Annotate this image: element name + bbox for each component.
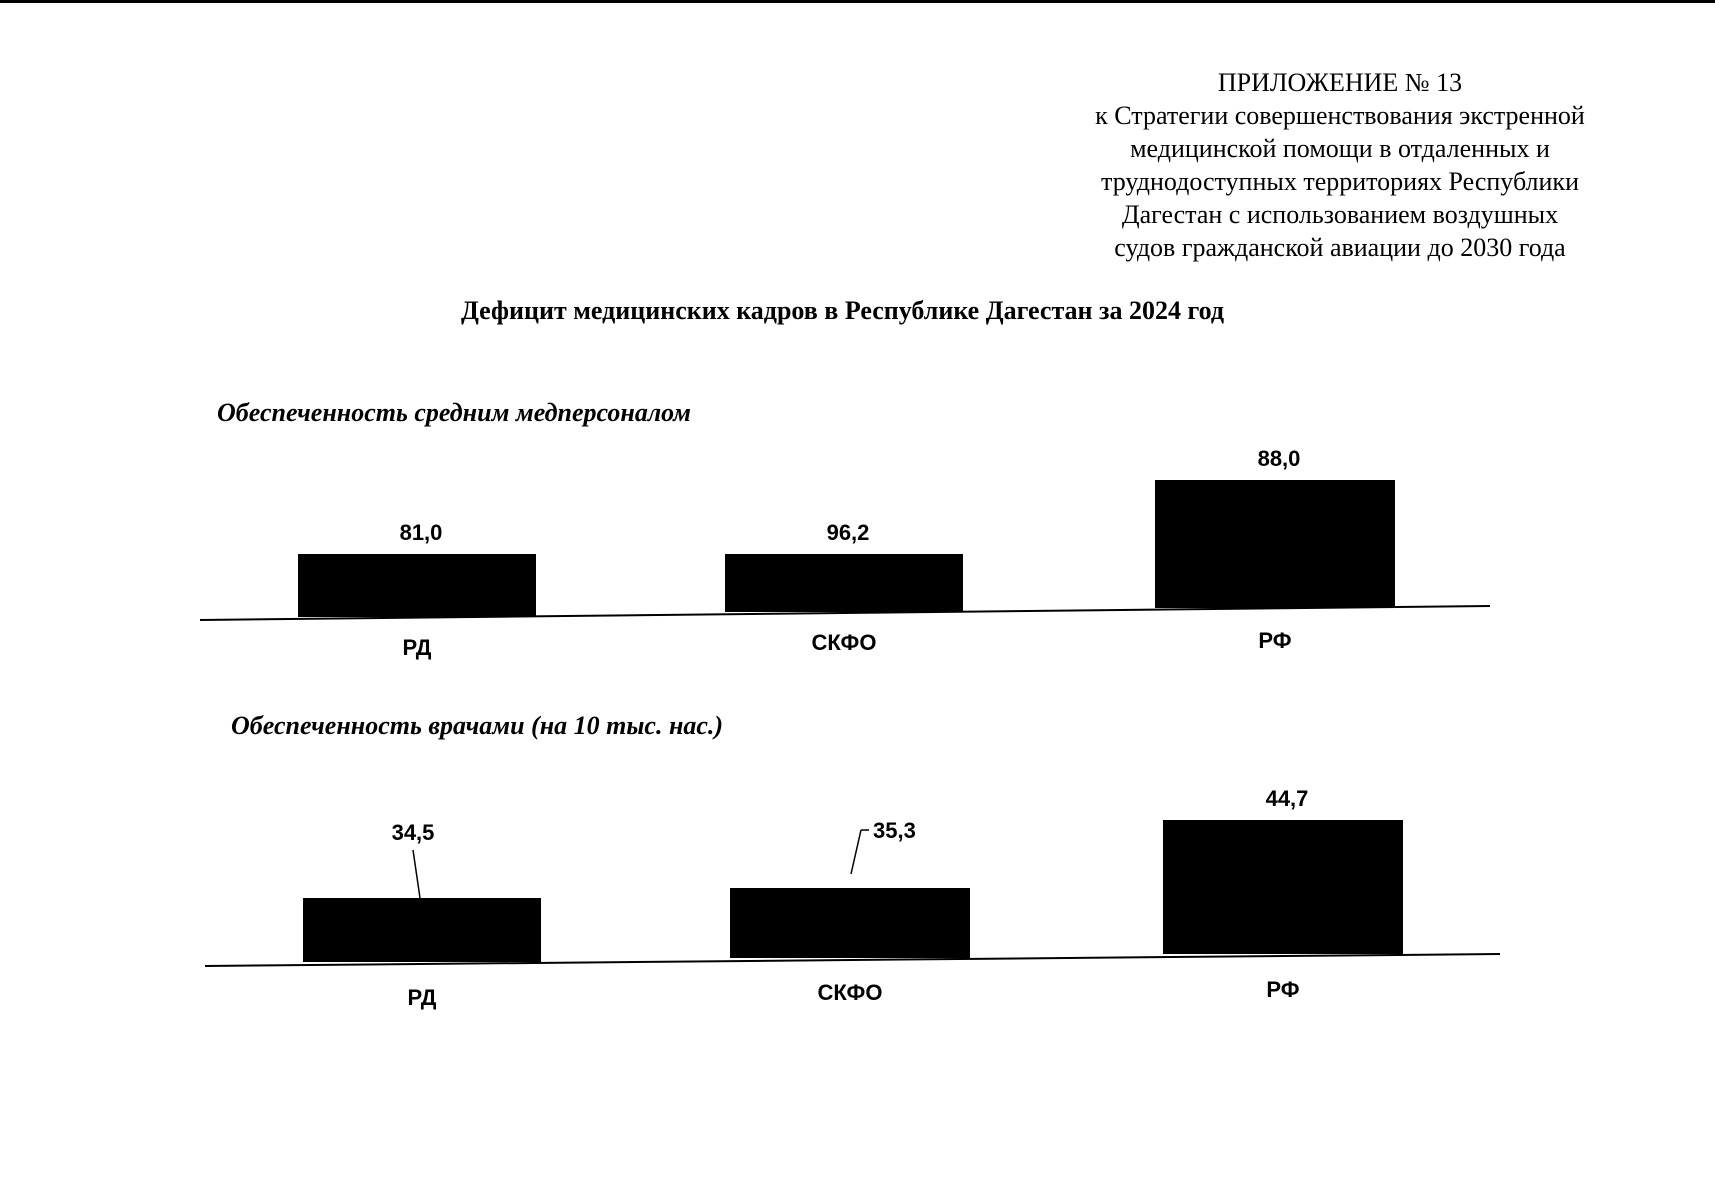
appendix-line: труднодоступных территориях Республики — [1101, 167, 1579, 196]
category-label: РФ — [1266, 977, 1300, 1002]
bar — [1163, 820, 1403, 954]
chart-doctors — [0, 760, 1715, 1030]
bar-value-label: 35,3 — [873, 818, 916, 843]
bar-value-label: 88,0 — [1257, 446, 1301, 471]
category-label: РД — [402, 635, 432, 660]
appendix-line: судов гражданской авиации до 2030 года — [1114, 233, 1566, 262]
category-label: СКФО — [817, 980, 883, 1005]
appendix-line: Дагестан с использованием воздушных — [1121, 200, 1559, 229]
appendix-line: к Стратегии совершенствования экстренной — [1095, 101, 1585, 130]
bar — [1155, 480, 1395, 608]
bar-value-label: 96,2 — [826, 520, 870, 545]
bar — [303, 898, 541, 962]
document-title: Дефицит медицинских кадров в Республике Дагестан за 2024 год — [460, 296, 1225, 325]
appendix-header — [1040, 66, 1640, 264]
category-label: СКФО — [811, 630, 877, 655]
category-label: РД — [407, 985, 437, 1010]
chart-nursing-staff — [0, 420, 1715, 680]
appendix-line: медицинской помощи в отдаленных и — [1130, 134, 1550, 163]
bar-value-label: 34,5 — [391, 820, 435, 845]
chart-1-title: Обеспеченность средним медперсоналом — [217, 398, 691, 427]
top-border — [0, 0, 1715, 3]
appendix-heading: ПРИЛОЖЕНИЕ № 13 — [1217, 68, 1463, 97]
bar — [730, 888, 970, 958]
label-leader-line — [413, 850, 420, 898]
bar — [298, 554, 536, 617]
bar-value-label: 44,7 — [1265, 786, 1309, 811]
category-label: РФ — [1258, 628, 1292, 653]
label-leader-line — [851, 830, 861, 874]
chart-2-title: Обеспеченность врачами (на 10 тыс. нас.) — [231, 711, 724, 740]
bar-value-label: 81,0 — [399, 520, 443, 545]
bar — [725, 554, 963, 612]
